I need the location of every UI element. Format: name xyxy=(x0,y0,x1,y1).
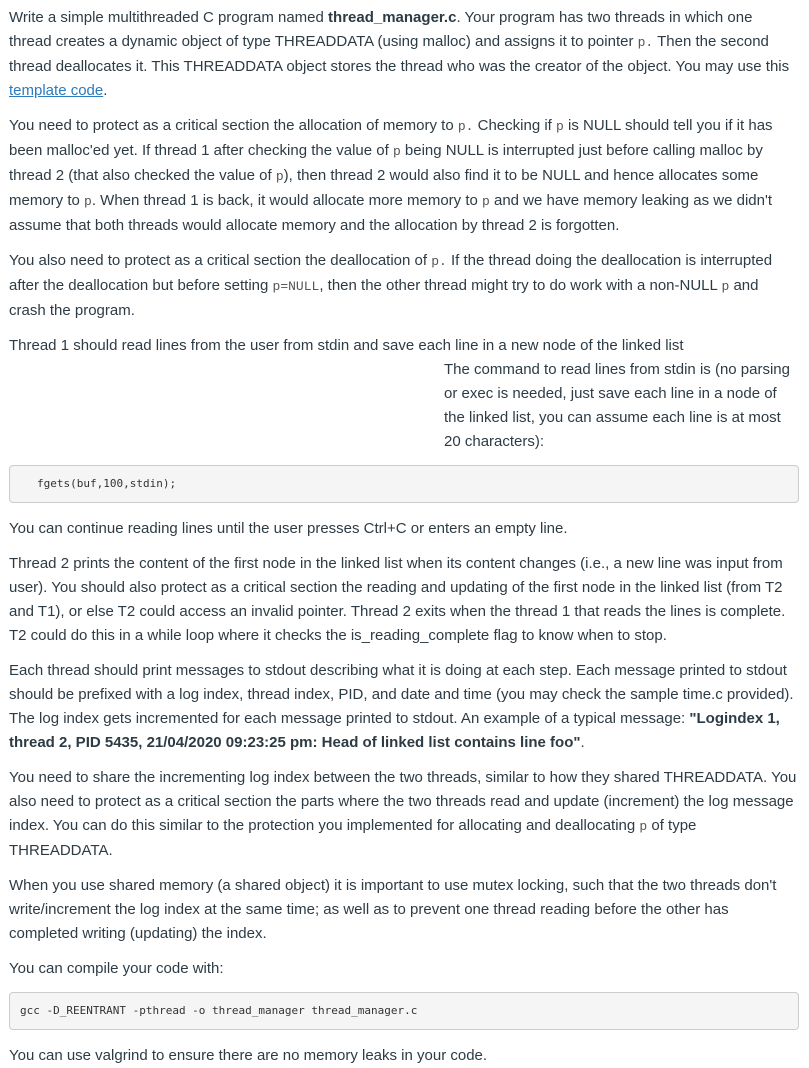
text: You need to share the incrementing log index between the two threads, similar to how they shared THREADDATA. You also need to protect as a critical section the parts where the two threads read and update (increment) the log message index. You can do this similar to the protection you implemented for allocating and deallocating xyxy=(9,769,797,834)
text: Then the second thread deallocates it. This THREADDATA object stores the thread who was the creator of the object. You may use this xyxy=(9,33,790,75)
valgrind-paragraph: You can use valgrind to ensure there are no memory leaks in your code. xyxy=(9,1047,488,1064)
text: Thread 1 should read lines from the user from stdin and save each line in a new node of the linked list xyxy=(9,337,684,354)
logging-paragraph xyxy=(9,659,799,755)
text: . xyxy=(103,82,108,99)
allocation-paragraph xyxy=(9,114,799,238)
text: . xyxy=(580,734,585,751)
deallocation-paragraph xyxy=(9,249,799,323)
inline-code: p xyxy=(556,119,564,134)
intro-paragraph xyxy=(9,6,799,103)
inline-code: p. xyxy=(457,119,474,134)
inline-code: p. xyxy=(637,35,654,50)
fgets-code-block: fgets(buf,100,stdin); xyxy=(9,465,799,503)
program-filename: thread_manager.c xyxy=(328,9,457,26)
inline-code: p xyxy=(482,194,490,209)
inline-code: p xyxy=(275,169,284,184)
continue-reading-paragraph: You can continue reading lines until the user presses Ctrl+C or enters an empty line. xyxy=(9,520,568,537)
inline-code: p=NULL xyxy=(272,279,320,294)
inline-code: p. xyxy=(431,254,447,269)
text: You also need to protect as a critical section the deallocation of xyxy=(9,252,432,269)
text: of type THREADDATA. xyxy=(9,817,697,859)
thread1-paragraph xyxy=(9,334,799,454)
text: , then the other thread might try to do work with a non-NULL xyxy=(319,277,722,294)
thread2-paragraph: Thread 2 prints the content of the first node in the linked list when its content changes (i.e., a new line was input from user). You should also protect as a critical section the reading and updating of the first node in the linked list (from T2 and T1), or else T2 could access an invalid pointer. Thread 2 exits when the thread 1 that reads the lines is complete. T2 could do this in a while loop where it checks the is_reading_complete flag to know when to stop. xyxy=(9,555,786,644)
template-code-link[interactable]: template code xyxy=(9,82,104,99)
example-message: "Logindex 1, thread 2, PID 5435, 21/04/2020 09:23:25 pm: Head of linked list contains line foo" xyxy=(9,710,780,751)
inline-code: p xyxy=(84,194,92,209)
text: . When thread 1 is back, it would allocate more memory to xyxy=(91,192,482,209)
text: Write a simple multithreaded C program named xyxy=(9,9,329,26)
inline-code: p xyxy=(721,279,730,294)
text: and crash the program. xyxy=(9,277,759,319)
text: Checking if xyxy=(473,117,557,134)
text: Each thread should print messages to stdout describing what it is doing at each step. Each message printed to stdout should be prefixed with a log index, thread index, PID, and date and time (you may check the sample time.c provided). The log index gets incremented for each message printed to stdout. An example of a typical message: xyxy=(9,662,794,727)
text: and we have memory leaking as we didn't assume that both threads would allocate memory and the allocation by thread 2 is forgotten. xyxy=(9,192,772,234)
text: The command to read lines from stdin is (no parsing or exec is needed, just save each line in a node of the linked list, you can assume each line is at most 20 characters): xyxy=(444,361,790,450)
text: If the thread doing the deallocation is interrupted after the deallocation but before setting xyxy=(9,252,773,294)
inline-code: p xyxy=(392,144,401,159)
compile-paragraph: You can compile your code with: xyxy=(9,960,224,977)
text: You need to protect as a critical section the allocation of memory to xyxy=(9,117,458,134)
compile-code-block: gcc -D_REENTRANT -pthread -o thread_manager thread_manager.c xyxy=(9,992,799,1030)
text: ), then thread 2 would also find it to be NULL and hence allocates some memory to xyxy=(9,167,759,209)
text: . Your program has two threads in which one thread creates a dynamic object of type THREADDATA (using malloc) and assigns it to pointer xyxy=(9,9,753,50)
inline-code: p xyxy=(639,819,648,834)
text: being NULL is interrupted just before calling malloc by thread 2 (that also checked the value of xyxy=(9,142,763,184)
text: is NULL should tell you if it has been malloc'ed yet. If thread 1 after checking the value of xyxy=(9,117,773,159)
shared-index-paragraph xyxy=(9,766,799,863)
mutex-paragraph: When you use shared memory (a shared object) it is important to use mutex locking, such that the two threads don't write/increment the log index at the same time; as well as to prevent one thread reading before the other has completed writing (updating) the index. xyxy=(9,877,777,942)
